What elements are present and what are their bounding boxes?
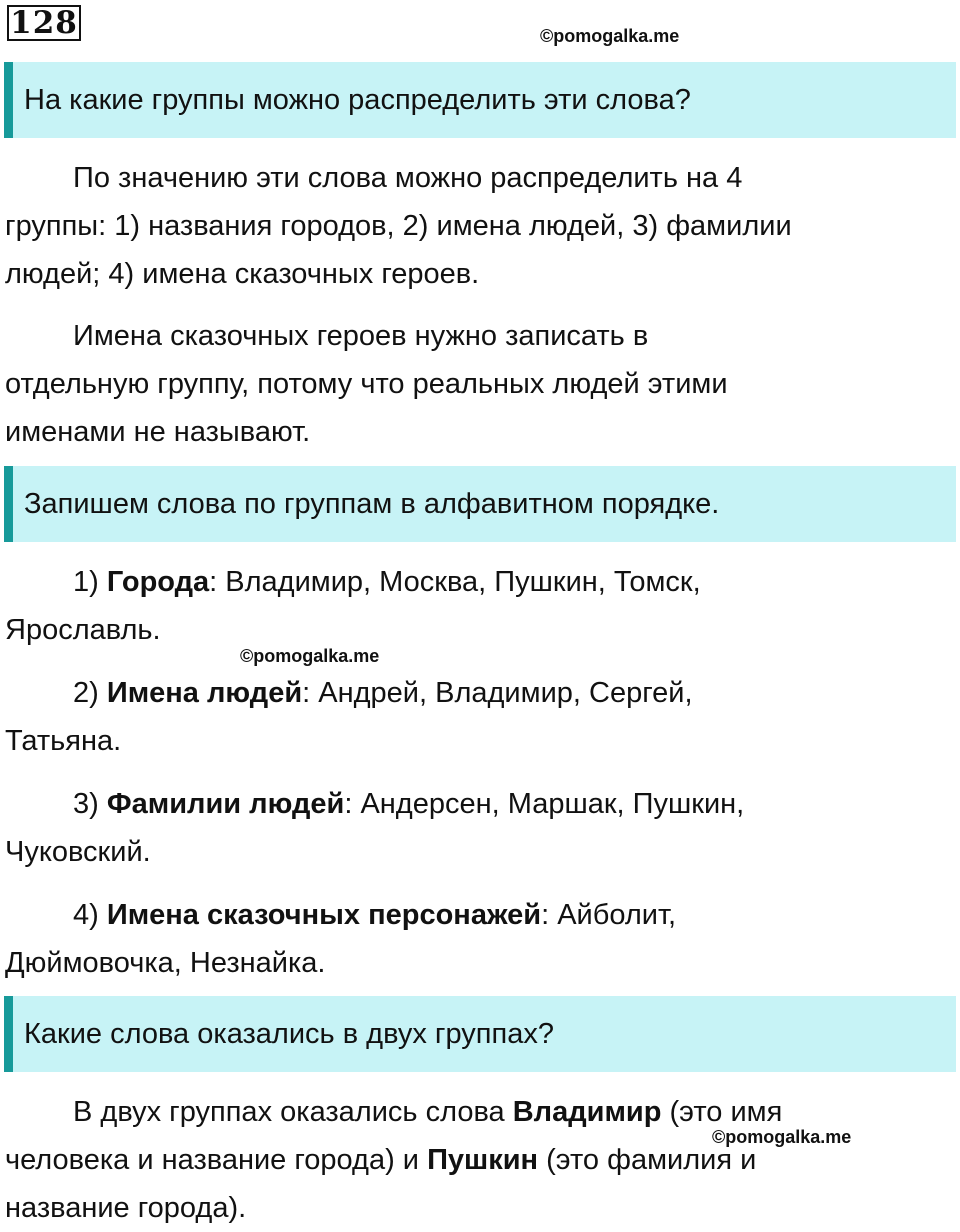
question-text: На какие группы можно распределить эти слова? bbox=[24, 83, 691, 116]
text-line: отдельную группу, потому что реальных людей этими bbox=[5, 368, 728, 400]
group-words: : Айболит, bbox=[541, 899, 677, 931]
group-title: Фамилии людей bbox=[106, 788, 345, 820]
answer-paragraph bbox=[5, 312, 952, 456]
question-bar-2 bbox=[4, 466, 956, 542]
group-item bbox=[5, 780, 952, 876]
text-fragment: В двух группах оказались слова bbox=[73, 1096, 513, 1128]
text-line bbox=[5, 780, 952, 828]
text-line: именами не называют. bbox=[5, 416, 311, 448]
watermark: ©pomogalka.me bbox=[712, 1127, 852, 1147]
text-line: людей; 4) имена сказочных героев. bbox=[5, 258, 480, 290]
watermark: ©pomogalka.me bbox=[240, 646, 380, 666]
page-number: 128 bbox=[7, 5, 81, 41]
group-title: Города bbox=[106, 566, 210, 598]
bold-word: Владимир bbox=[512, 1096, 662, 1128]
group-words: : Андрей, Владимир, Сергей, bbox=[302, 677, 693, 709]
group-item bbox=[5, 891, 952, 987]
group-number: 2) bbox=[73, 677, 99, 709]
text-line: Имена сказочных героев нужно записать в bbox=[73, 320, 649, 352]
answer-paragraph bbox=[5, 1088, 952, 1232]
question-bar-1 bbox=[4, 62, 956, 138]
group-item bbox=[5, 669, 952, 765]
text-line: Татьяна. bbox=[5, 725, 122, 757]
text-line: Дюймовочка, Незнайка. bbox=[5, 947, 326, 979]
text-line: По значению эти слова можно распределить на 4 bbox=[73, 162, 743, 194]
text-line bbox=[5, 669, 952, 717]
question-text: Какие слова оказались в двух группах? bbox=[24, 1017, 554, 1050]
text-line: Ярославль. bbox=[5, 614, 161, 646]
text-line bbox=[5, 558, 952, 606]
answer-paragraph bbox=[5, 154, 952, 298]
group-words: : Андерсен, Маршак, Пушкин, bbox=[344, 788, 745, 820]
question-bar-3 bbox=[4, 996, 956, 1072]
group-item bbox=[5, 558, 952, 654]
text-line bbox=[5, 891, 952, 939]
watermark: ©pomogalka.me bbox=[540, 26, 680, 46]
bold-word: Пушкин bbox=[427, 1144, 539, 1176]
group-number: 3) bbox=[73, 788, 99, 820]
group-title: Имена людей bbox=[106, 677, 303, 709]
group-number: 4) bbox=[73, 899, 99, 931]
text-line: Чуковский. bbox=[5, 836, 151, 868]
text-fragment: человека и название города) и bbox=[5, 1144, 428, 1176]
text-fragment: (это фамилия и bbox=[538, 1144, 757, 1176]
group-title: Имена сказочных персонажей bbox=[106, 899, 542, 931]
question-text: Запишем слова по группам в алфавитном порядке. bbox=[24, 487, 720, 520]
text-line: группы: 1) названия городов, 2) имена людей, 3) фамилии bbox=[5, 210, 792, 242]
group-number: 1) bbox=[73, 566, 99, 598]
text-fragment: (это имя bbox=[661, 1096, 783, 1128]
text-line: название города). bbox=[5, 1192, 247, 1224]
group-words: : Владимир, Москва, Пушкин, Томск, bbox=[209, 566, 701, 598]
